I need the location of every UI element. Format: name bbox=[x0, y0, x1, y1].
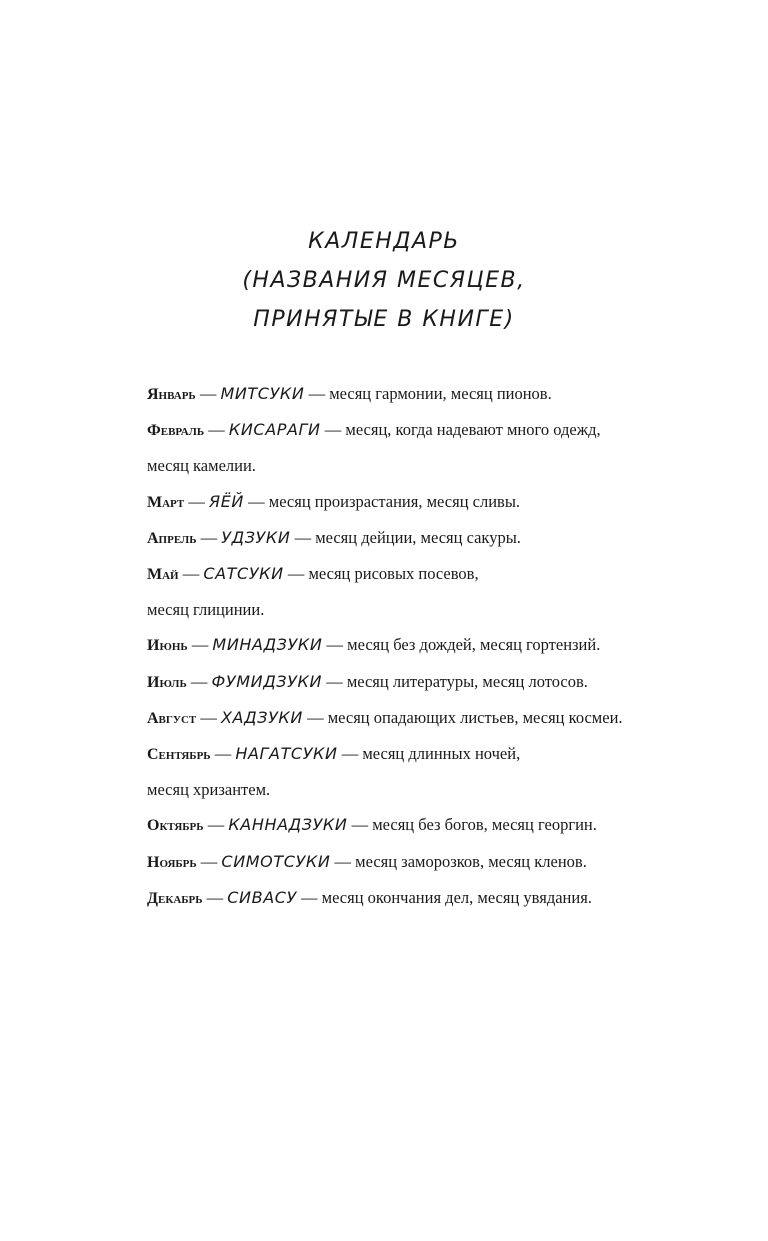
dash: — bbox=[195, 384, 221, 403]
month-name: Февраль bbox=[147, 422, 205, 440]
calendar-entry bbox=[147, 880, 707, 916]
month-description: — месяц заморозков, месяц кленов. bbox=[330, 851, 587, 871]
chapter-title bbox=[0, 222, 768, 339]
dash: — bbox=[203, 815, 229, 835]
dash: — bbox=[202, 887, 228, 907]
calendar-entry bbox=[147, 412, 707, 448]
month-name: Декабрь bbox=[147, 889, 203, 907]
month-description: — месяц литературы, месяц лотосов. bbox=[322, 671, 588, 691]
month-description: — месяц длинных ночей, bbox=[337, 744, 521, 764]
title-line-2: (НАЗВАНИЯ МЕСЯЦЕВ, bbox=[242, 268, 526, 293]
japanese-month-name: САТСУКИ bbox=[203, 564, 284, 584]
japanese-month-name: УДЗУКИ bbox=[221, 527, 291, 547]
japanese-month-name: ЯЁЙ bbox=[209, 491, 244, 511]
calendar-entry-continuation: месяц глицинии. bbox=[147, 600, 265, 620]
month-description: — месяц, когда надевают много одежд, bbox=[320, 420, 601, 440]
calendar-entry bbox=[147, 484, 707, 520]
calendar-entry bbox=[147, 700, 707, 736]
month-description: — месяц гармонии, месяц пионов. bbox=[304, 384, 552, 403]
dash: — bbox=[196, 707, 221, 727]
japanese-month-name: СИВАСУ bbox=[227, 887, 297, 907]
title-line-1: КАЛЕНДАРЬ bbox=[308, 229, 460, 254]
dash: — bbox=[186, 671, 212, 691]
dash: — bbox=[196, 851, 222, 871]
month-name: Июль bbox=[147, 673, 187, 691]
calendar-entry bbox=[147, 736, 707, 772]
dash: — bbox=[184, 491, 209, 511]
japanese-month-name: НАГАТСУКИ bbox=[235, 744, 338, 764]
month-name: Апрель bbox=[147, 529, 197, 547]
calendar-entry bbox=[147, 376, 707, 412]
month-description: — месяц без богов, месяц георгин. bbox=[347, 815, 597, 835]
japanese-month-name: ФУМИДЗУКИ bbox=[211, 671, 323, 691]
japanese-month-name: СИМОТСУКИ bbox=[221, 851, 331, 871]
dash: — bbox=[210, 744, 236, 764]
month-description: — месяц без дождей, месяц гортензий. bbox=[322, 635, 601, 655]
dash: — bbox=[196, 527, 222, 547]
month-name: Май bbox=[147, 566, 179, 584]
dash: — bbox=[187, 635, 213, 655]
month-name: Январь bbox=[147, 386, 196, 403]
calendar-entry bbox=[147, 627, 707, 663]
japanese-month-name: ХАДЗУКИ bbox=[221, 707, 303, 727]
calendar-entry bbox=[147, 520, 707, 556]
month-description: — месяц дейции, месяц сакуры. bbox=[290, 527, 521, 547]
dash: — bbox=[204, 420, 229, 440]
calendar-entry-continuation: месяц камелии. bbox=[147, 456, 256, 476]
month-name: Март bbox=[147, 493, 185, 511]
month-description: — месяц опадающих листьев, месяц космеи. bbox=[302, 707, 623, 727]
title-line-3: ПРИНЯТЫЕ В КНИГЕ) bbox=[253, 307, 515, 332]
japanese-month-name: КИСАРАГИ bbox=[228, 420, 321, 440]
month-name: Июнь bbox=[147, 637, 188, 655]
month-description: — месяц произрастания, месяц сливы. bbox=[244, 491, 521, 511]
calendar-list bbox=[147, 376, 707, 916]
calendar-entry-continuation: месяц хризантем. bbox=[147, 780, 271, 800]
month-name: Октябрь bbox=[147, 817, 204, 835]
month-description: — месяц окончания дел, месяц увядания. bbox=[296, 887, 592, 907]
calendar-entry bbox=[147, 844, 707, 880]
japanese-month-name: КАННАДЗУКИ bbox=[228, 815, 348, 835]
calendar-entry bbox=[147, 556, 707, 592]
month-description: — месяц рисовых посевов, bbox=[283, 564, 479, 584]
dash: — bbox=[178, 564, 204, 584]
calendar-entry bbox=[147, 664, 707, 700]
calendar-entry bbox=[147, 807, 707, 843]
month-name: Август bbox=[147, 709, 197, 727]
month-name: Ноябрь bbox=[147, 853, 197, 871]
japanese-month-name: МИТСУКИ bbox=[220, 384, 305, 403]
month-name: Сентябрь bbox=[147, 746, 211, 764]
japanese-month-name: МИНАДЗУКИ bbox=[212, 635, 323, 655]
